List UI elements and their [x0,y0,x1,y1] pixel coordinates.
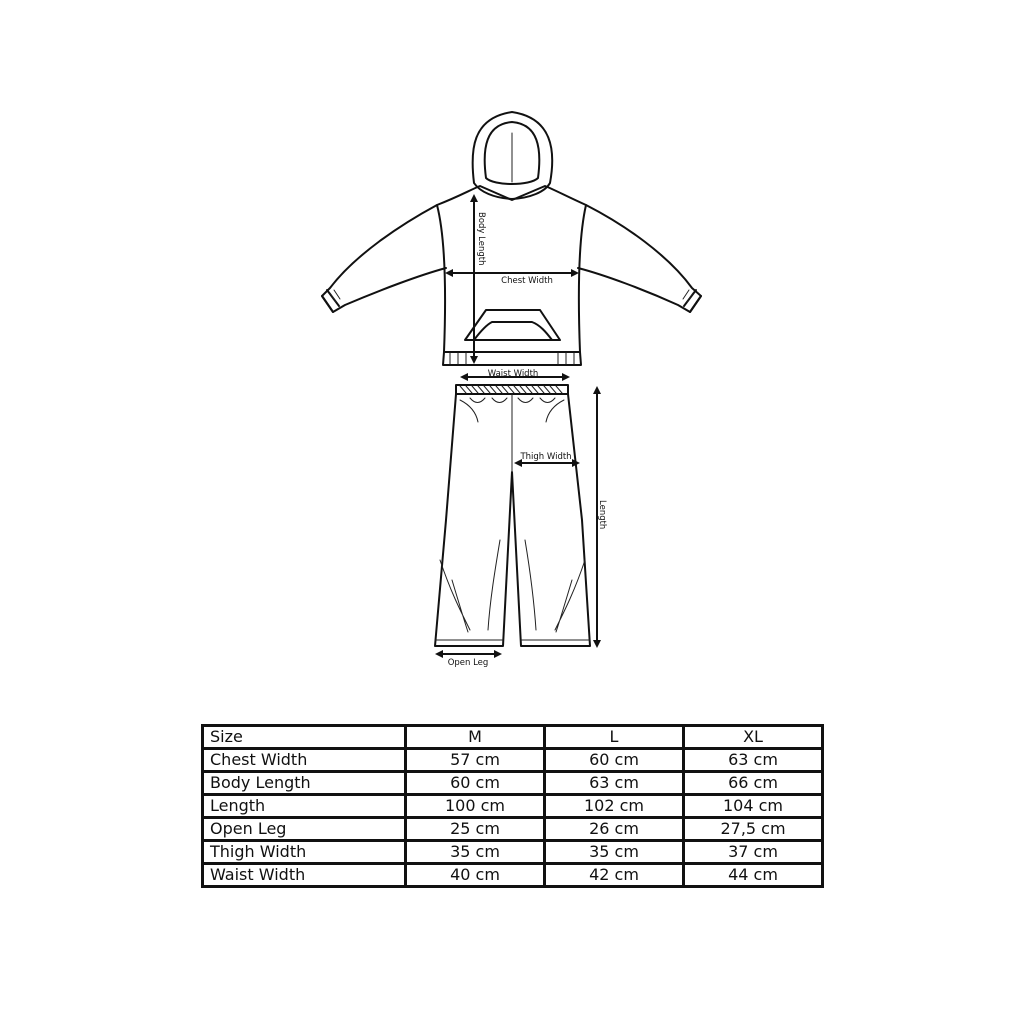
size-chart-table [201,724,824,888]
row-label: Chest Width [203,749,406,772]
cell-xl: 63 cm [684,749,823,772]
table-row [203,841,823,864]
cell-xl: 27,5 cm [684,818,823,841]
row-label: Length [203,795,406,818]
row-label: Thigh Width [203,841,406,864]
thigh-width-label: Thigh Width [520,452,572,462]
cell-m: 35 cm [406,841,545,864]
table-header-row [203,726,823,749]
table-row [203,749,823,772]
cell-l: 60 cm [545,749,684,772]
cell-xl: 44 cm [684,864,823,887]
cell-m: 57 cm [406,749,545,772]
header-xl: XL [684,726,823,749]
cell-xl: 66 cm [684,772,823,795]
header-l: L [545,726,684,749]
row-label: Body Length [203,772,406,795]
length-label: Length [597,500,607,530]
table-row [203,795,823,818]
pants-drawing [435,385,607,668]
cell-l: 35 cm [545,841,684,864]
waist-width-label: Waist Width [487,369,539,379]
chest-width-label: Chest Width [501,276,553,286]
table-row [203,772,823,795]
cell-l: 63 cm [545,772,684,795]
body-length-label: Body Length [476,212,486,266]
cell-m: 40 cm [406,864,545,887]
cell-m: 100 cm [406,795,545,818]
cell-xl: 104 cm [684,795,823,818]
header-size: Size [203,726,406,749]
table-row [203,818,823,841]
cell-m: 25 cm [406,818,545,841]
header-m: M [406,726,545,749]
hoodie-drawing [322,112,701,379]
open-leg-label: Open Leg [447,658,489,668]
row-label: Waist Width [203,864,406,887]
cell-l: 102 cm [545,795,684,818]
cell-l: 42 cm [545,864,684,887]
cell-xl: 37 cm [684,841,823,864]
cell-m: 60 cm [406,772,545,795]
table-row [203,864,823,887]
cell-l: 26 cm [545,818,684,841]
row-label: Open Leg [203,818,406,841]
